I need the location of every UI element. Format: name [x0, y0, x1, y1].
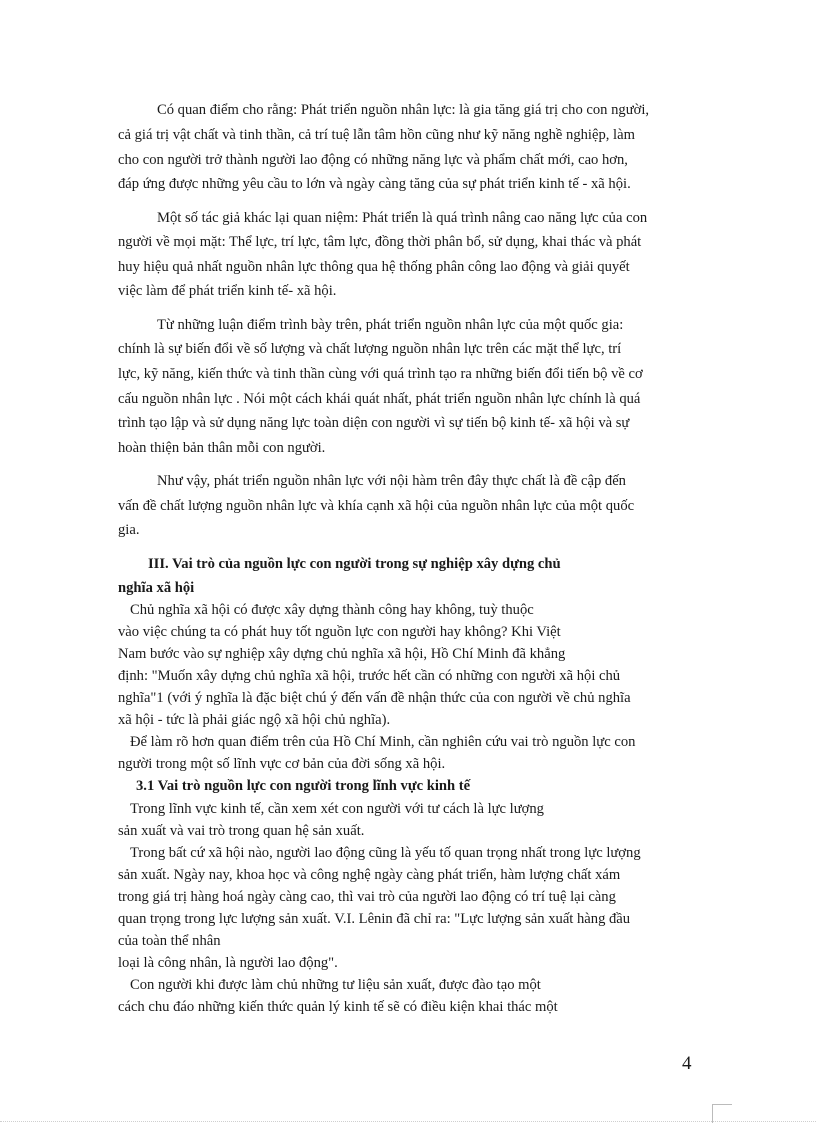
text-line: Như vậy, phát triển nguồn nhân lực với nội hàm trên đây thực chất là đề cập đến: [157, 473, 626, 489]
text-line: vào việc chúng ta có phát huy tốt nguồn lực con người hay không? Khi Việt: [118, 624, 561, 640]
text-line: Một số tác giả khác lại quan niệm: Phát triển là quá trình nâng cao năng lực của con: [157, 210, 648, 226]
text-line: hoàn thiện bản thân mỗi con người.: [118, 440, 326, 456]
subsection-heading: 3.1 Vai trò nguồn lực con người trong lĩnh vực kinh tế: [136, 778, 471, 794]
text-line: xã hội - tức là phải giác ngộ xã hội chủ nghĩa).: [118, 712, 391, 728]
text-line: định: "Muốn xây dựng chủ nghĩa xã hội, trước hết cần có những con người xã hội chủ: [118, 668, 621, 684]
text-line: sản xuất. Ngày nay, khoa học và công nghệ ngày càng phát triển, hàm lượng chất xám: [118, 867, 621, 883]
text-line: Con người khi được làm chủ những tư liệu sản xuất, được đào tạo một: [130, 977, 541, 993]
text-line: người trong một số lĩnh vực cơ bản của đời sống xã hội.: [118, 756, 446, 772]
text-line: loại là công nhân, là người lao động".: [118, 955, 338, 971]
text-line: Trong lĩnh vực kinh tế, cần xem xét con người với tư cách là lực lượng: [130, 801, 544, 817]
text-line: trình tạo lập và sử dụng năng lực toàn diện con người vì sự tiến bộ kinh tế- xã hội và sự: [118, 415, 630, 431]
text-line: cấu nguồn nhân lực . Nói một cách khái quát nhất, phát triển nguồn nhân lực chính là quá: [118, 391, 641, 407]
text-line: lực, kỹ năng, kiến thức và tinh thần cùng với quá trình tạo ra những biến đổi tiến bộ về cơ: [118, 366, 643, 382]
text-line: sản xuất và vai trò trong quan hệ sản xuất.: [118, 823, 365, 839]
text-line: trong giá trị hàng hoá ngày càng cao, thì vai trò của người lao động có trí tuệ lại càng: [118, 889, 616, 905]
text-line: Từ những luận điểm trình bày trên, phát triển nguồn nhân lực của một quốc gia:: [157, 317, 624, 333]
text-line: quan trọng trong lực lượng sản xuất. V.I. Lênin đã chỉ ra: "Lực lượng sản xuất hàng đầu: [118, 911, 631, 927]
text-line: Trong bất cứ xã hội nào, người lao động cũng là yếu tố quan trọng nhất trong lực lượng: [130, 845, 641, 861]
text-line: gia.: [118, 522, 140, 538]
heading-line: III. Vai trò của nguồn lực con người trong sự nghiệp xây dựng chủ: [148, 556, 561, 572]
text-line: đáp ứng được những yêu cầu to lớn và ngày càng tăng của sự phát triển kinh tế - xã hội.: [118, 176, 631, 192]
text-line: của toàn thể nhân: [118, 933, 221, 949]
heading-line: nghĩa xã hội: [118, 580, 195, 596]
text-line: Có quan điểm cho rằng: Phát triển nguồn nhân lực: là gia tăng giá trị cho con người,: [157, 102, 650, 118]
text-line: Nam bước vào sự nghiệp xây dựng chủ nghĩa xã hội, Hồ Chí Minh đã khẳng: [118, 646, 566, 662]
text-line: cả giá trị vật chất và tinh thần, cả trí tuệ lẫn tâm hồn cũng như kỹ năng nghề nghiệp, làm: [118, 127, 635, 143]
text-line: vấn đề chất lượng nguồn nhân lực và khía cạnh xã hội của nguồn nhân lực của một quốc: [118, 498, 635, 514]
text-line: việc làm để phát triển kinh tế- xã hội.: [118, 283, 337, 299]
text-line: nghĩa"1 (với ý nghĩa là đặc biệt chú ý đến vấn đề nhận thức của con người về chủ nghĩa: [118, 690, 631, 706]
text-line: cách chu đáo những kiến thức quản lý kinh tế sẽ có điều kiện khai thác một: [118, 999, 558, 1015]
text-line: huy hiệu quả nhất nguồn nhân lực thông qua hệ thống phân công lao động và giải quyết: [118, 259, 630, 275]
page-number: 4: [682, 1053, 692, 1074]
page-corner-mark: [712, 1104, 732, 1105]
text-line: Để làm rõ hơn quan điểm trên của Hồ Chí Minh, cần nghiên cứu vai trò nguồn lực con: [130, 734, 636, 750]
text-line: chính là sự biến đổi về số lượng và chất lượng nguồn nhân lực trên các mặt thể lực, trí: [118, 341, 622, 357]
page-bottom-edge: [0, 1121, 816, 1122]
text-line: Chủ nghĩa xã hội có được xây dựng thành công hay không, tuỳ thuộc: [130, 602, 534, 618]
text-line: người về mọi mặt: Thể lực, trí lực, tâm lực, đồng thời phân bổ, sử dụng, khai thác và phát: [118, 234, 642, 250]
text-line: cho con người trở thành người lao động có những năng lực và phẩm chất mới, cao hơn,: [118, 152, 628, 168]
